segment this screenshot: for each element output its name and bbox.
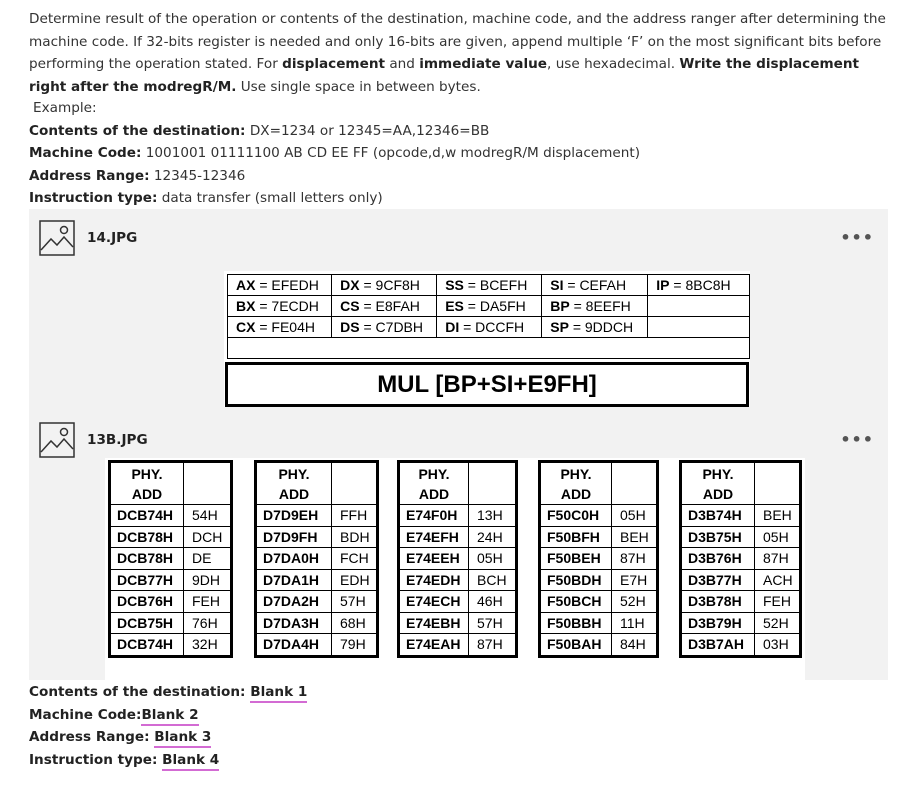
attachment-header[interactable] (39, 422, 148, 458)
memory-address: D3B75H (681, 526, 755, 548)
memory-header-cell-empty (184, 462, 232, 505)
instruction-bold-displacement: displacement (282, 56, 385, 72)
question-instructions (29, 8, 899, 98)
memory-header-cell: PHY. ADD (256, 462, 332, 505)
register-cell: IP = 8BC8H (648, 275, 750, 296)
blank-4-field[interactable]: Blank 4 (162, 752, 219, 771)
memory-address: E74EFH (399, 526, 469, 548)
image-icon (39, 422, 75, 458)
memory-header-row (256, 462, 378, 505)
memory-address: E74EEH (399, 548, 469, 570)
memory-value: 05H (612, 505, 658, 527)
memory-value: BEH (612, 526, 658, 548)
memory-value: 52H (612, 591, 658, 613)
memory-address: DCB76H (110, 591, 184, 613)
register-cell: BP = 8EEFH (542, 296, 648, 317)
memory-address: E74EBH (399, 612, 469, 634)
instruction-bold-immediate: immediate value (419, 56, 548, 72)
memory-address: D3B77H (681, 569, 755, 591)
blank-2-field[interactable]: Blank 2 (141, 707, 198, 726)
memory-address: D7D9EH (256, 505, 332, 527)
memory-row (399, 569, 517, 591)
memory-row (256, 612, 378, 634)
example-row-address-range (29, 167, 245, 185)
attachment-panel-13b (29, 411, 888, 680)
memory-row (681, 505, 801, 527)
register-row (228, 296, 750, 317)
example-label: Contents of the destination: (29, 123, 246, 139)
memory-row (681, 548, 801, 570)
memory-header-cell: PHY. ADD (110, 462, 184, 505)
register-table (227, 274, 750, 359)
memory-header-cell-empty (612, 462, 658, 505)
register-cell (648, 317, 750, 338)
answer-row-instruction-type (29, 749, 307, 772)
memory-row (399, 505, 517, 527)
example-heading: Example: (33, 100, 97, 116)
register-cell-empty (228, 338, 750, 359)
example-label: Address Range: (29, 168, 150, 184)
memory-row (540, 591, 658, 613)
memory-value: 54H (184, 505, 232, 527)
memory-value: BCH (469, 569, 517, 591)
memory-address: DCB75H (110, 612, 184, 634)
register-row-empty (228, 338, 750, 359)
memory-row (256, 505, 378, 527)
memory-row (110, 612, 232, 634)
memory-address: DCB74H (110, 505, 184, 527)
memory-table (397, 460, 518, 658)
memory-header-cell-empty (332, 462, 378, 505)
memory-row (110, 634, 232, 657)
memory-image (105, 458, 805, 683)
memory-value: BDH (332, 526, 378, 548)
more-options-icon[interactable]: ••• (840, 228, 874, 247)
memory-address: E74EAH (399, 634, 469, 657)
memory-address: F50C0H (540, 505, 612, 527)
answer-row-address-range (29, 726, 307, 749)
instruction-text: Use single space in between bytes. (236, 78, 481, 95)
image-icon (39, 220, 75, 256)
memory-value: 13H (469, 505, 517, 527)
register-cell: DS = C7DBH (332, 317, 437, 338)
example-row-instruction-type (29, 189, 383, 207)
instruction-bold-write: Write the displacement right after the modregR/M. (29, 56, 860, 95)
memory-row (540, 612, 658, 634)
example-label: Machine Code: (29, 145, 142, 161)
memory-address: E74ECH (399, 591, 469, 613)
register-row (228, 275, 750, 296)
memory-address: D7DA3H (256, 612, 332, 634)
memory-row (110, 548, 232, 570)
memory-value: 05H (755, 526, 801, 548)
register-cell (648, 296, 750, 317)
memory-row (681, 526, 801, 548)
memory-row (540, 505, 658, 527)
attachment-name[interactable]: 14.JPG (87, 230, 138, 246)
memory-value: FEH (755, 591, 801, 613)
memory-row (540, 634, 658, 657)
memory-header-cell: PHY. ADD (681, 462, 755, 505)
memory-row (399, 526, 517, 548)
memory-table (538, 460, 659, 658)
register-cell: ES = DA5FH (437, 296, 542, 317)
answer-row-destination (29, 681, 307, 704)
register-cell: CX = FE04H (228, 317, 332, 338)
memory-address: D3B7AH (681, 634, 755, 657)
memory-value: 32H (184, 634, 232, 657)
memory-address: D7DA4H (256, 634, 332, 657)
memory-address: F50BBH (540, 612, 612, 634)
memory-row (399, 591, 517, 613)
memory-address: D3B78H (681, 591, 755, 613)
blank-1-field[interactable]: Blank 1 (250, 684, 307, 703)
memory-address: D7D9FH (256, 526, 332, 548)
register-row (228, 317, 750, 338)
register-cell: SS = BCEFH (437, 275, 542, 296)
memory-address: E74EDH (399, 569, 469, 591)
memory-row (256, 548, 378, 570)
memory-address: DCB74H (110, 634, 184, 657)
memory-value: 24H (469, 526, 517, 548)
register-cell: CS = E8FAH (332, 296, 437, 317)
more-options-icon[interactable]: ••• (840, 430, 874, 449)
memory-row (256, 634, 378, 657)
memory-row (110, 569, 232, 591)
memory-header-row (399, 462, 517, 505)
memory-row (681, 634, 801, 657)
memory-header-row (681, 462, 801, 505)
attachment-name[interactable]: 13B.JPG (87, 432, 148, 448)
attachment-header[interactable] (39, 220, 137, 256)
memory-value: 87H (612, 548, 658, 570)
memory-row (399, 634, 517, 657)
memory-row (540, 526, 658, 548)
memory-value: 57H (469, 612, 517, 634)
memory-value: 68H (332, 612, 378, 634)
memory-header-row (540, 462, 658, 505)
memory-value: 52H (755, 612, 801, 634)
answer-label: Machine Code: (29, 706, 142, 723)
attachment-panel-14 (29, 209, 888, 411)
memory-address: F50BAH (540, 634, 612, 657)
register-cell: DI = DCCFH (437, 317, 542, 338)
memory-row (681, 569, 801, 591)
memory-row (110, 591, 232, 613)
memory-row (399, 548, 517, 570)
answer-row-machine-code (29, 704, 307, 727)
memory-value: FEH (184, 591, 232, 613)
register-image (224, 271, 750, 407)
memory-row (256, 569, 378, 591)
memory-header-row (110, 462, 232, 505)
instruction-text: and (385, 56, 420, 72)
memory-address: DCB77H (110, 569, 184, 591)
memory-value: EDH (332, 569, 378, 591)
memory-value: 05H (469, 548, 517, 570)
example-row-destination (29, 122, 489, 140)
instruction-box: MUL [BP+SI+E9FH] (225, 362, 749, 407)
memory-value: FFH (332, 505, 378, 527)
answer-label: Contents of the destination: (29, 684, 251, 700)
memory-table (254, 460, 379, 658)
example-value: DX=1234 or 12345=AA,12346=BB (245, 123, 490, 139)
memory-row (399, 612, 517, 634)
blank-3-field[interactable]: Blank 3 (154, 729, 211, 748)
memory-value: BEH (755, 505, 801, 527)
memory-header-cell-empty (755, 462, 801, 505)
memory-row (540, 548, 658, 570)
memory-value: FCH (332, 548, 378, 570)
memory-value: DCH (184, 526, 232, 548)
memory-address: D3B79H (681, 612, 755, 634)
memory-row (256, 526, 378, 548)
memory-row (256, 591, 378, 613)
memory-value: 87H (755, 548, 801, 570)
example-label: Instruction type: (29, 190, 158, 206)
memory-address: D7DA0H (256, 548, 332, 570)
memory-value: 84H (612, 634, 658, 657)
memory-address: F50BFH (540, 526, 612, 548)
example-value: data transfer (small letters only) (157, 190, 383, 206)
memory-value: 11H (612, 612, 658, 634)
memory-value: 57H (332, 591, 378, 613)
register-cell: DX = 9CF8H (332, 275, 437, 296)
example-row-machine-code (29, 144, 640, 162)
memory-address: F50BCH (540, 591, 612, 613)
memory-address: F50BDH (540, 569, 612, 591)
answer-label: Instruction type: (29, 752, 163, 769)
memory-value: 79H (332, 634, 378, 657)
memory-address: D7DA1H (256, 569, 332, 591)
instruction-text: , use hexadecimal. (547, 56, 680, 72)
register-cell: BX = 7ECDH (228, 296, 332, 317)
memory-address: DCB78H (110, 526, 184, 548)
memory-value: E7H (612, 569, 658, 591)
memory-table (679, 460, 802, 658)
answer-label: Address Range: (29, 729, 155, 746)
instruction-text: Determine result of the operation or contents of the destination, machine code, and the address ranger after determining the machine code. If 32-bits register is needed and only 16-bits are given, append multiple ‘F’ on the most significant bits before performing the operation stated. For (29, 11, 886, 72)
memory-value: 87H (469, 634, 517, 657)
memory-address: E74F0H (399, 505, 469, 527)
memory-header-cell: PHY. ADD (540, 462, 612, 505)
memory-value: 03H (755, 634, 801, 657)
memory-header-cell-empty (469, 462, 517, 505)
memory-row (110, 505, 232, 527)
memory-address: DCB78H (110, 548, 184, 570)
memory-value: 76H (184, 612, 232, 634)
memory-header-cell: PHY. ADD (399, 462, 469, 505)
register-cell: SP = 9DDCH (542, 317, 648, 338)
memory-value: 46H (469, 591, 517, 613)
memory-value: 9DH (184, 569, 232, 591)
register-cell: SI = CEFAH (542, 275, 648, 296)
memory-row (540, 569, 658, 591)
memory-row (681, 612, 801, 634)
example-value: 12345-12346 (149, 168, 246, 184)
memory-value: ACH (755, 569, 801, 591)
memory-address: D3B76H (681, 548, 755, 570)
answer-section (29, 681, 307, 772)
memory-row (681, 591, 801, 613)
memory-address: D7DA2H (256, 591, 332, 613)
memory-row (110, 526, 232, 548)
memory-address: F50BEH (540, 548, 612, 570)
register-cell: AX = EFEDH (228, 275, 332, 296)
memory-value: DE (184, 548, 232, 570)
example-value: 1001001 01111100 AB CD EE FF (opcode,d,w modregR/M displacement) (141, 145, 641, 161)
memory-address: D3B74H (681, 505, 755, 527)
memory-table (108, 460, 233, 658)
